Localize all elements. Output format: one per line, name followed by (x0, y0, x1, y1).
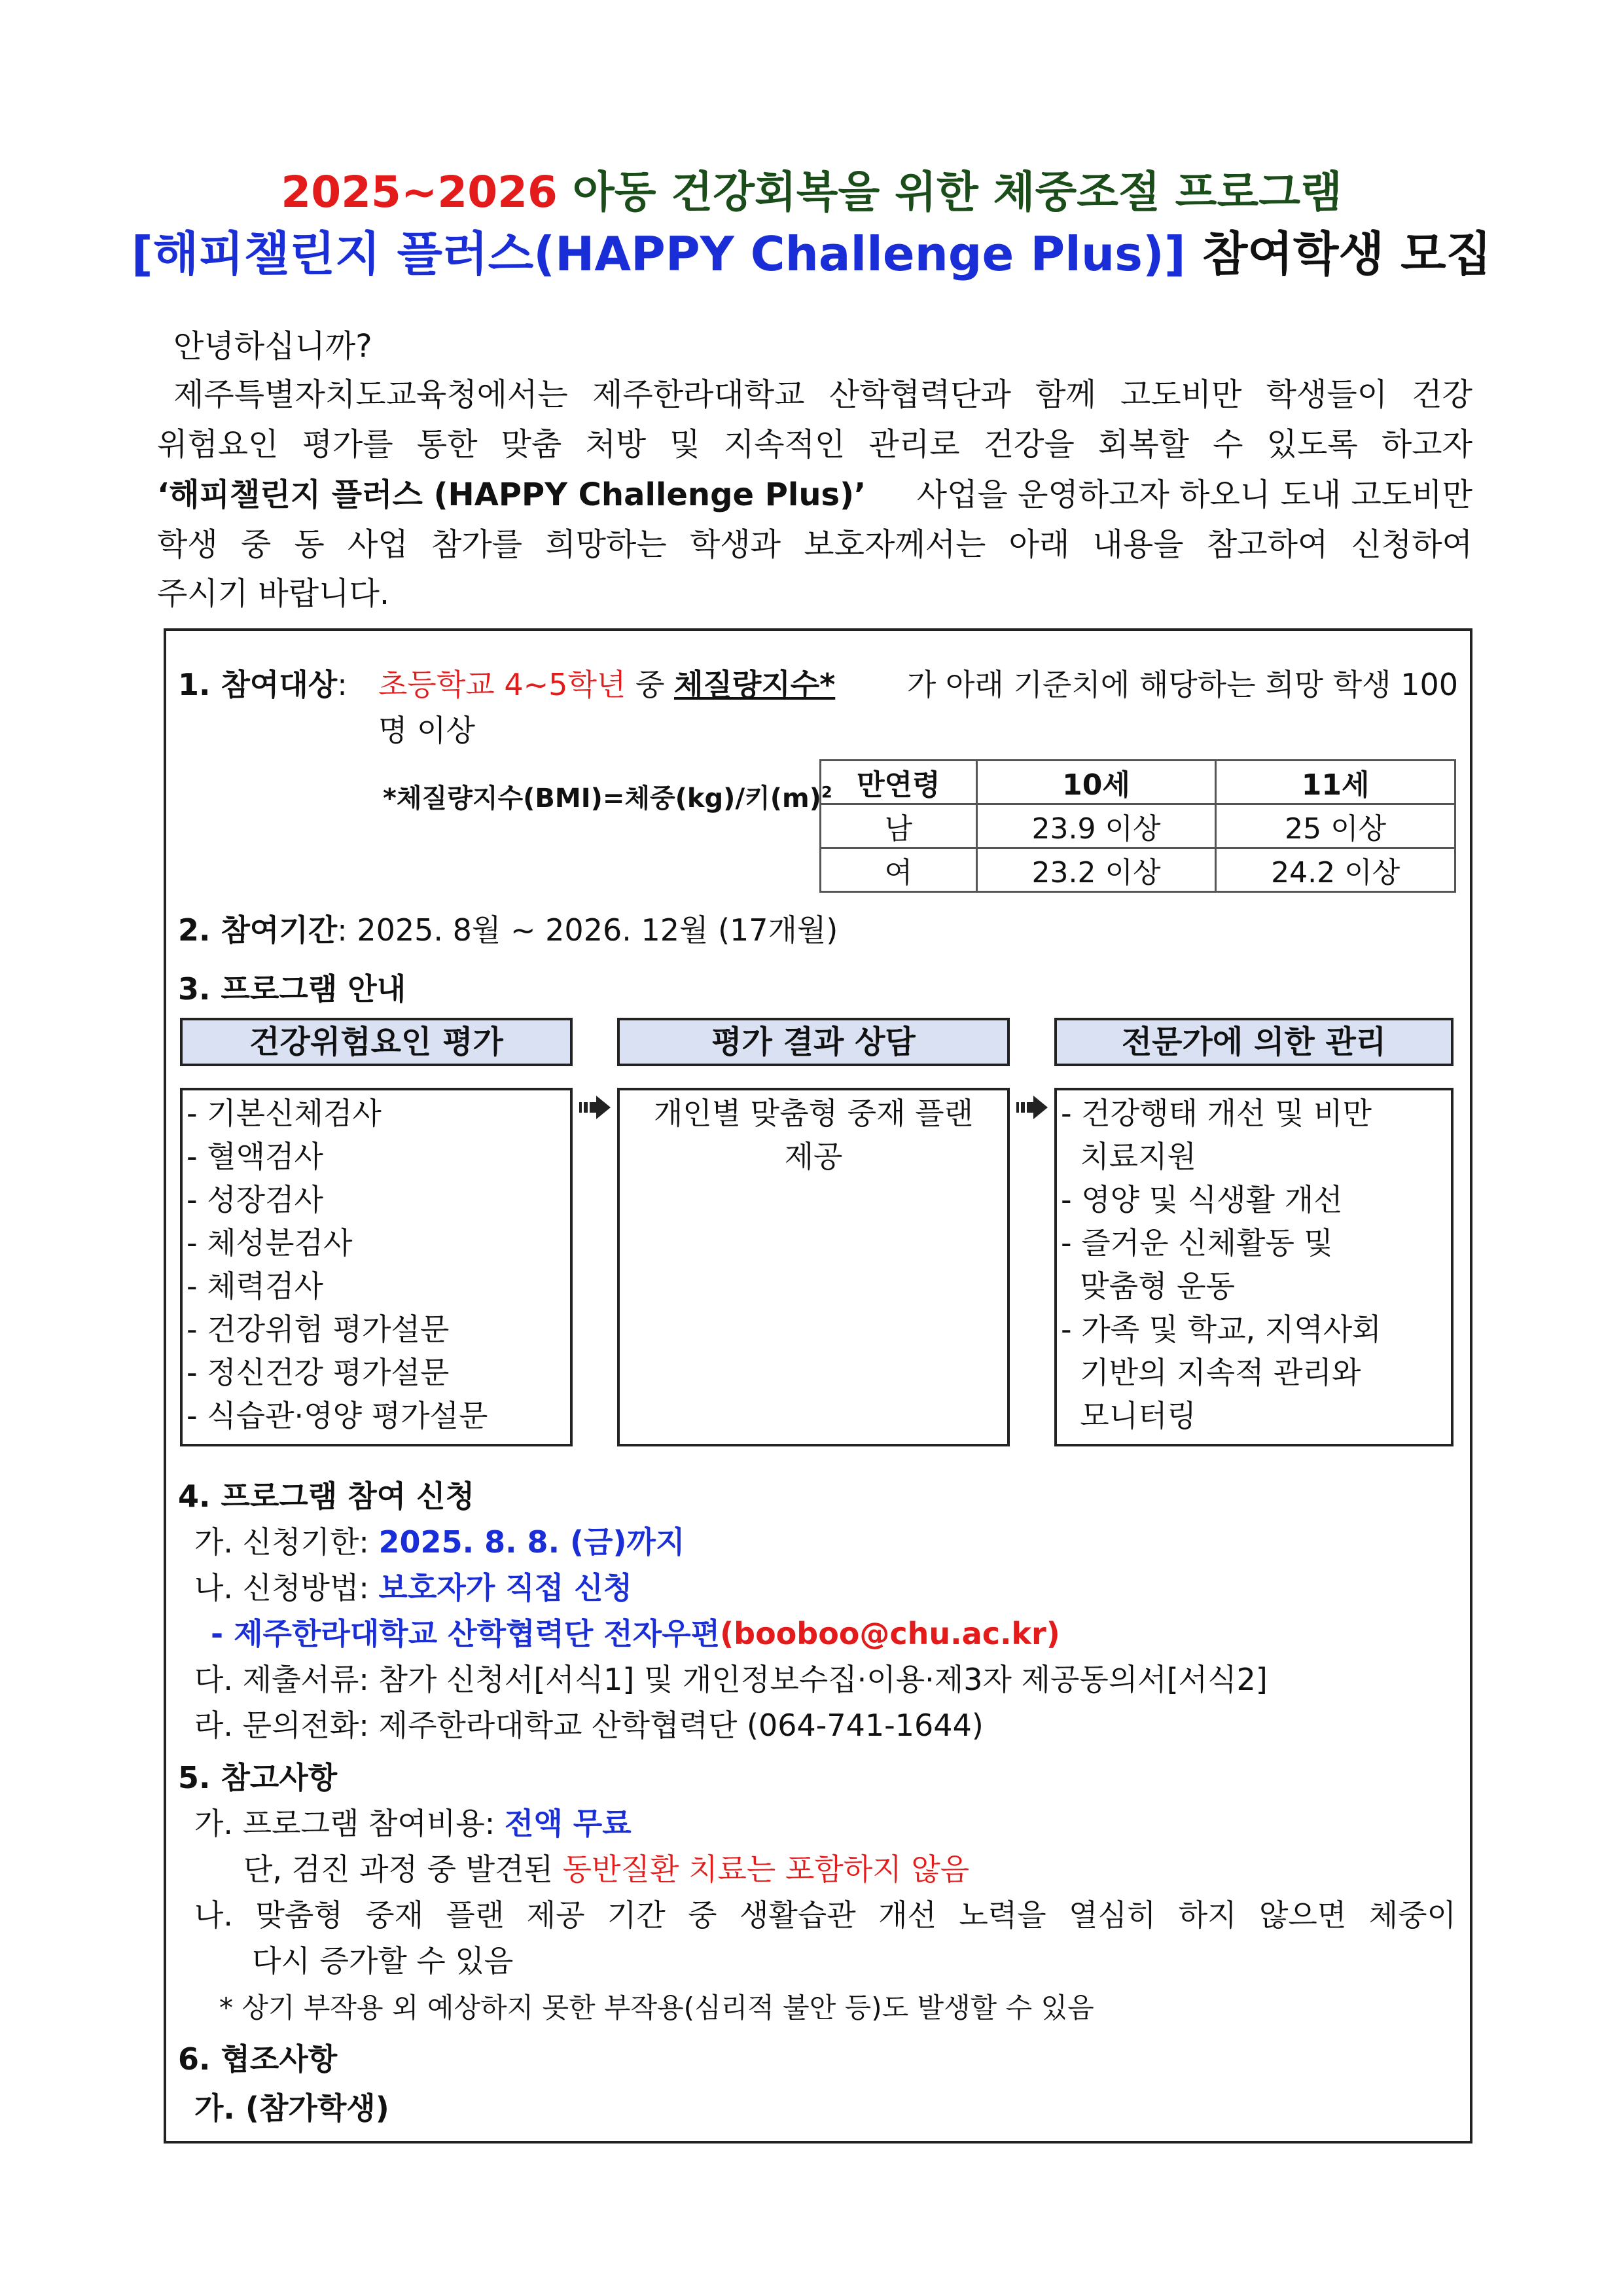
section-6-heading: 6. 협조사항 (178, 2041, 338, 2077)
list-item: - 성장검사 (187, 1182, 323, 1217)
exclusion-text: 동반질환 치료는 포함하지 않음 (562, 1852, 970, 1887)
title-program-name: [해피챌린지 플러스(HAPPY Challenge Plus)] (131, 226, 1186, 281)
flow-box-assessment (180, 1088, 573, 1446)
intro-line-3-rest: 사업을 운영하고자 하오니 도내 고도비만 (916, 476, 1472, 513)
title-line-2 (0, 216, 1623, 284)
section-1-text (378, 661, 1458, 704)
list-item: - 건강위험 평가설문 (187, 1312, 450, 1347)
list-item: - 혈액검사 (187, 1139, 323, 1174)
bmi-table-header (821, 761, 1455, 804)
title-years: 2025~2026 (281, 167, 558, 217)
exclusion-prefix: 단, 검진 과정 중 발견된 (243, 1852, 563, 1887)
submission-email: (booboo@chu.ac.kr) (720, 1616, 1060, 1651)
cost-value: 전액 무료 (504, 1806, 632, 1841)
section-1-heading: 1. 참여대상 (178, 667, 338, 702)
flow-header-assessment: 건강위험요인 평가 (180, 1018, 573, 1066)
method-value: 보호자가 직접 신청 (378, 1570, 633, 1605)
bmi-formula-sup: 2 (821, 783, 832, 802)
section-4-b-sub (211, 1610, 1060, 1653)
section-6-sub: 가. (참가학생) (194, 2090, 389, 2126)
submission-email-label: - 제주한라대학교 산학협력단 전자우편 (211, 1616, 721, 1651)
section-3-heading: 3. 프로그램 안내 (178, 971, 406, 1007)
bmi-cell: 23.2 이상 (976, 848, 1216, 892)
list-item: - 영양 및 식생활 개선 (1061, 1182, 1343, 1217)
section-4-d: 라. 문의전화: 제주한라대학교 산학협력단 (064-741-1644) (194, 1708, 984, 1743)
intro-program-name: ‘해피챌린지 플러스 (HAPPY Challenge Plus)’ (157, 476, 866, 513)
list-item: 제공 (784, 1139, 843, 1174)
section-1-rest-2: 명 이상 (378, 713, 475, 748)
section-5-a2 (243, 1846, 969, 1889)
section-4-b (194, 1564, 632, 1607)
method-label: 나. 신청방법: (194, 1570, 379, 1605)
section-1-mid: 중 (626, 667, 675, 702)
bmi-header-10: 10세 (976, 761, 1216, 804)
list-item: - 가족 및 학교, 지역사회 (1061, 1312, 1382, 1347)
bmi-formula (383, 778, 832, 815)
section-4-heading: 4. 프로그램 참여 신청 (178, 1479, 475, 1514)
bmi-formula-text: *체질량지수(BMI)=체중(kg)/키(m) (383, 783, 821, 814)
section-5-a (194, 1800, 632, 1843)
target-grade: 초등학교 4~5학년 (378, 667, 626, 702)
list-item: 치료지원 (1061, 1139, 1196, 1174)
bmi-header-11: 11세 (1216, 761, 1455, 804)
bmi-term: 체질량지수* (674, 667, 836, 702)
bmi-cell: 남 (821, 804, 977, 848)
intro-line-2: 위험요인 평가를 통한 맞춤 처방 및 지속적인 관리로 건강을 회복할 수 있도록 하고자 (157, 426, 1472, 463)
arrow-right-icon (1016, 1094, 1049, 1121)
intro-line-5: 주시기 바랍니다. (157, 575, 390, 612)
bmi-cell: 25 이상 (1216, 804, 1455, 848)
arrow-right-icon (579, 1094, 612, 1121)
flow-box-consultation (617, 1088, 1010, 1446)
bmi-cell: 24.2 이상 (1216, 848, 1455, 892)
table-row (821, 848, 1455, 892)
section-2-text: : 2025. 8월 ~ 2026. 12월 (17개월) (337, 912, 838, 948)
flow-header-consultation: 평가 결과 상담 (617, 1018, 1010, 1066)
section-5-heading: 5. 참고사항 (178, 1760, 338, 1795)
table-row (821, 804, 1455, 848)
title-line-1-rest: 아동 건강회복을 위한 체중조절 프로그램 (557, 167, 1342, 217)
list-item: - 체력검사 (187, 1268, 323, 1304)
section-1-colon: : (337, 667, 348, 702)
intro-line-1: 제주특별자치도교육청에서는 제주한라대학교 산학협력단과 함께 고도비만 학생들이 건강 (173, 376, 1472, 413)
section-5-note: * 상기 부작용 외 예상하지 못한 부작용(심리적 불안 등)도 발생할 수 있음 (219, 1992, 1094, 2024)
bmi-cell: 여 (821, 848, 977, 892)
deadline-value: 2025. 8. 8. (금)까지 (378, 1524, 685, 1560)
list-item: - 즐거운 신체활동 및 (1061, 1225, 1333, 1261)
bmi-cell: 23.9 이상 (976, 804, 1216, 848)
flow-header-management: 전문가에 의한 관리 (1054, 1018, 1454, 1066)
intro-greeting: 안녕하십니까? (173, 328, 372, 365)
list-item: - 기본신체검사 (187, 1096, 382, 1131)
list-item: - 정신건강 평가설문 (187, 1355, 450, 1390)
bmi-header-age: 만연령 (821, 761, 977, 804)
list-item: 모니터링 (1061, 1398, 1196, 1433)
deadline-label: 가. 신청기한: (194, 1524, 379, 1560)
list-item: - 식습관·영양 평가설문 (187, 1398, 488, 1433)
section-4-a (194, 1518, 685, 1562)
list-item: 개인별 맞춤형 중재 플랜 (653, 1096, 974, 1131)
section-2 (178, 906, 838, 950)
section-4-c: 다. 제출서류: 참가 신청서[서식1] 및 개인정보수집·이용·제3자 제공동의서[서식2] (194, 1662, 1268, 1697)
title-line-2-rest: 참여학생 모집 (1185, 226, 1492, 281)
flow-box-management (1054, 1088, 1454, 1446)
list-item: 기반의 지속적 관리와 (1061, 1355, 1361, 1390)
title-line-1 (0, 157, 1623, 219)
bmi-table (819, 759, 1456, 893)
section-1-line-1 (178, 661, 348, 704)
intro-line-4: 학생 중 동 사업 참가를 희망하는 학생과 보호자께서는 아래 내용을 참고하여 신청하여 (157, 526, 1472, 563)
section-2-heading: 2. 참여기간 (178, 912, 338, 948)
list-item: - 체성분검사 (187, 1225, 353, 1261)
intro-line-3 (157, 469, 1472, 514)
cost-label: 가. 프로그램 참여비용: (194, 1806, 505, 1841)
section-5-b2: 다시 증가할 수 있음 (252, 1943, 514, 1979)
list-item: - 건강행태 개선 및 비만 (1061, 1096, 1372, 1131)
section-1-rest: 가 아래 기준치에 해당하는 희망 학생 100 (906, 667, 1458, 702)
section-5-b1: 나. 맞춤형 중재 플랜 제공 기간 중 생활습관 개선 노력을 열심히 하지 않으면 체중이 (194, 1897, 1456, 1933)
list-item: 맞춤형 운동 (1061, 1268, 1236, 1304)
